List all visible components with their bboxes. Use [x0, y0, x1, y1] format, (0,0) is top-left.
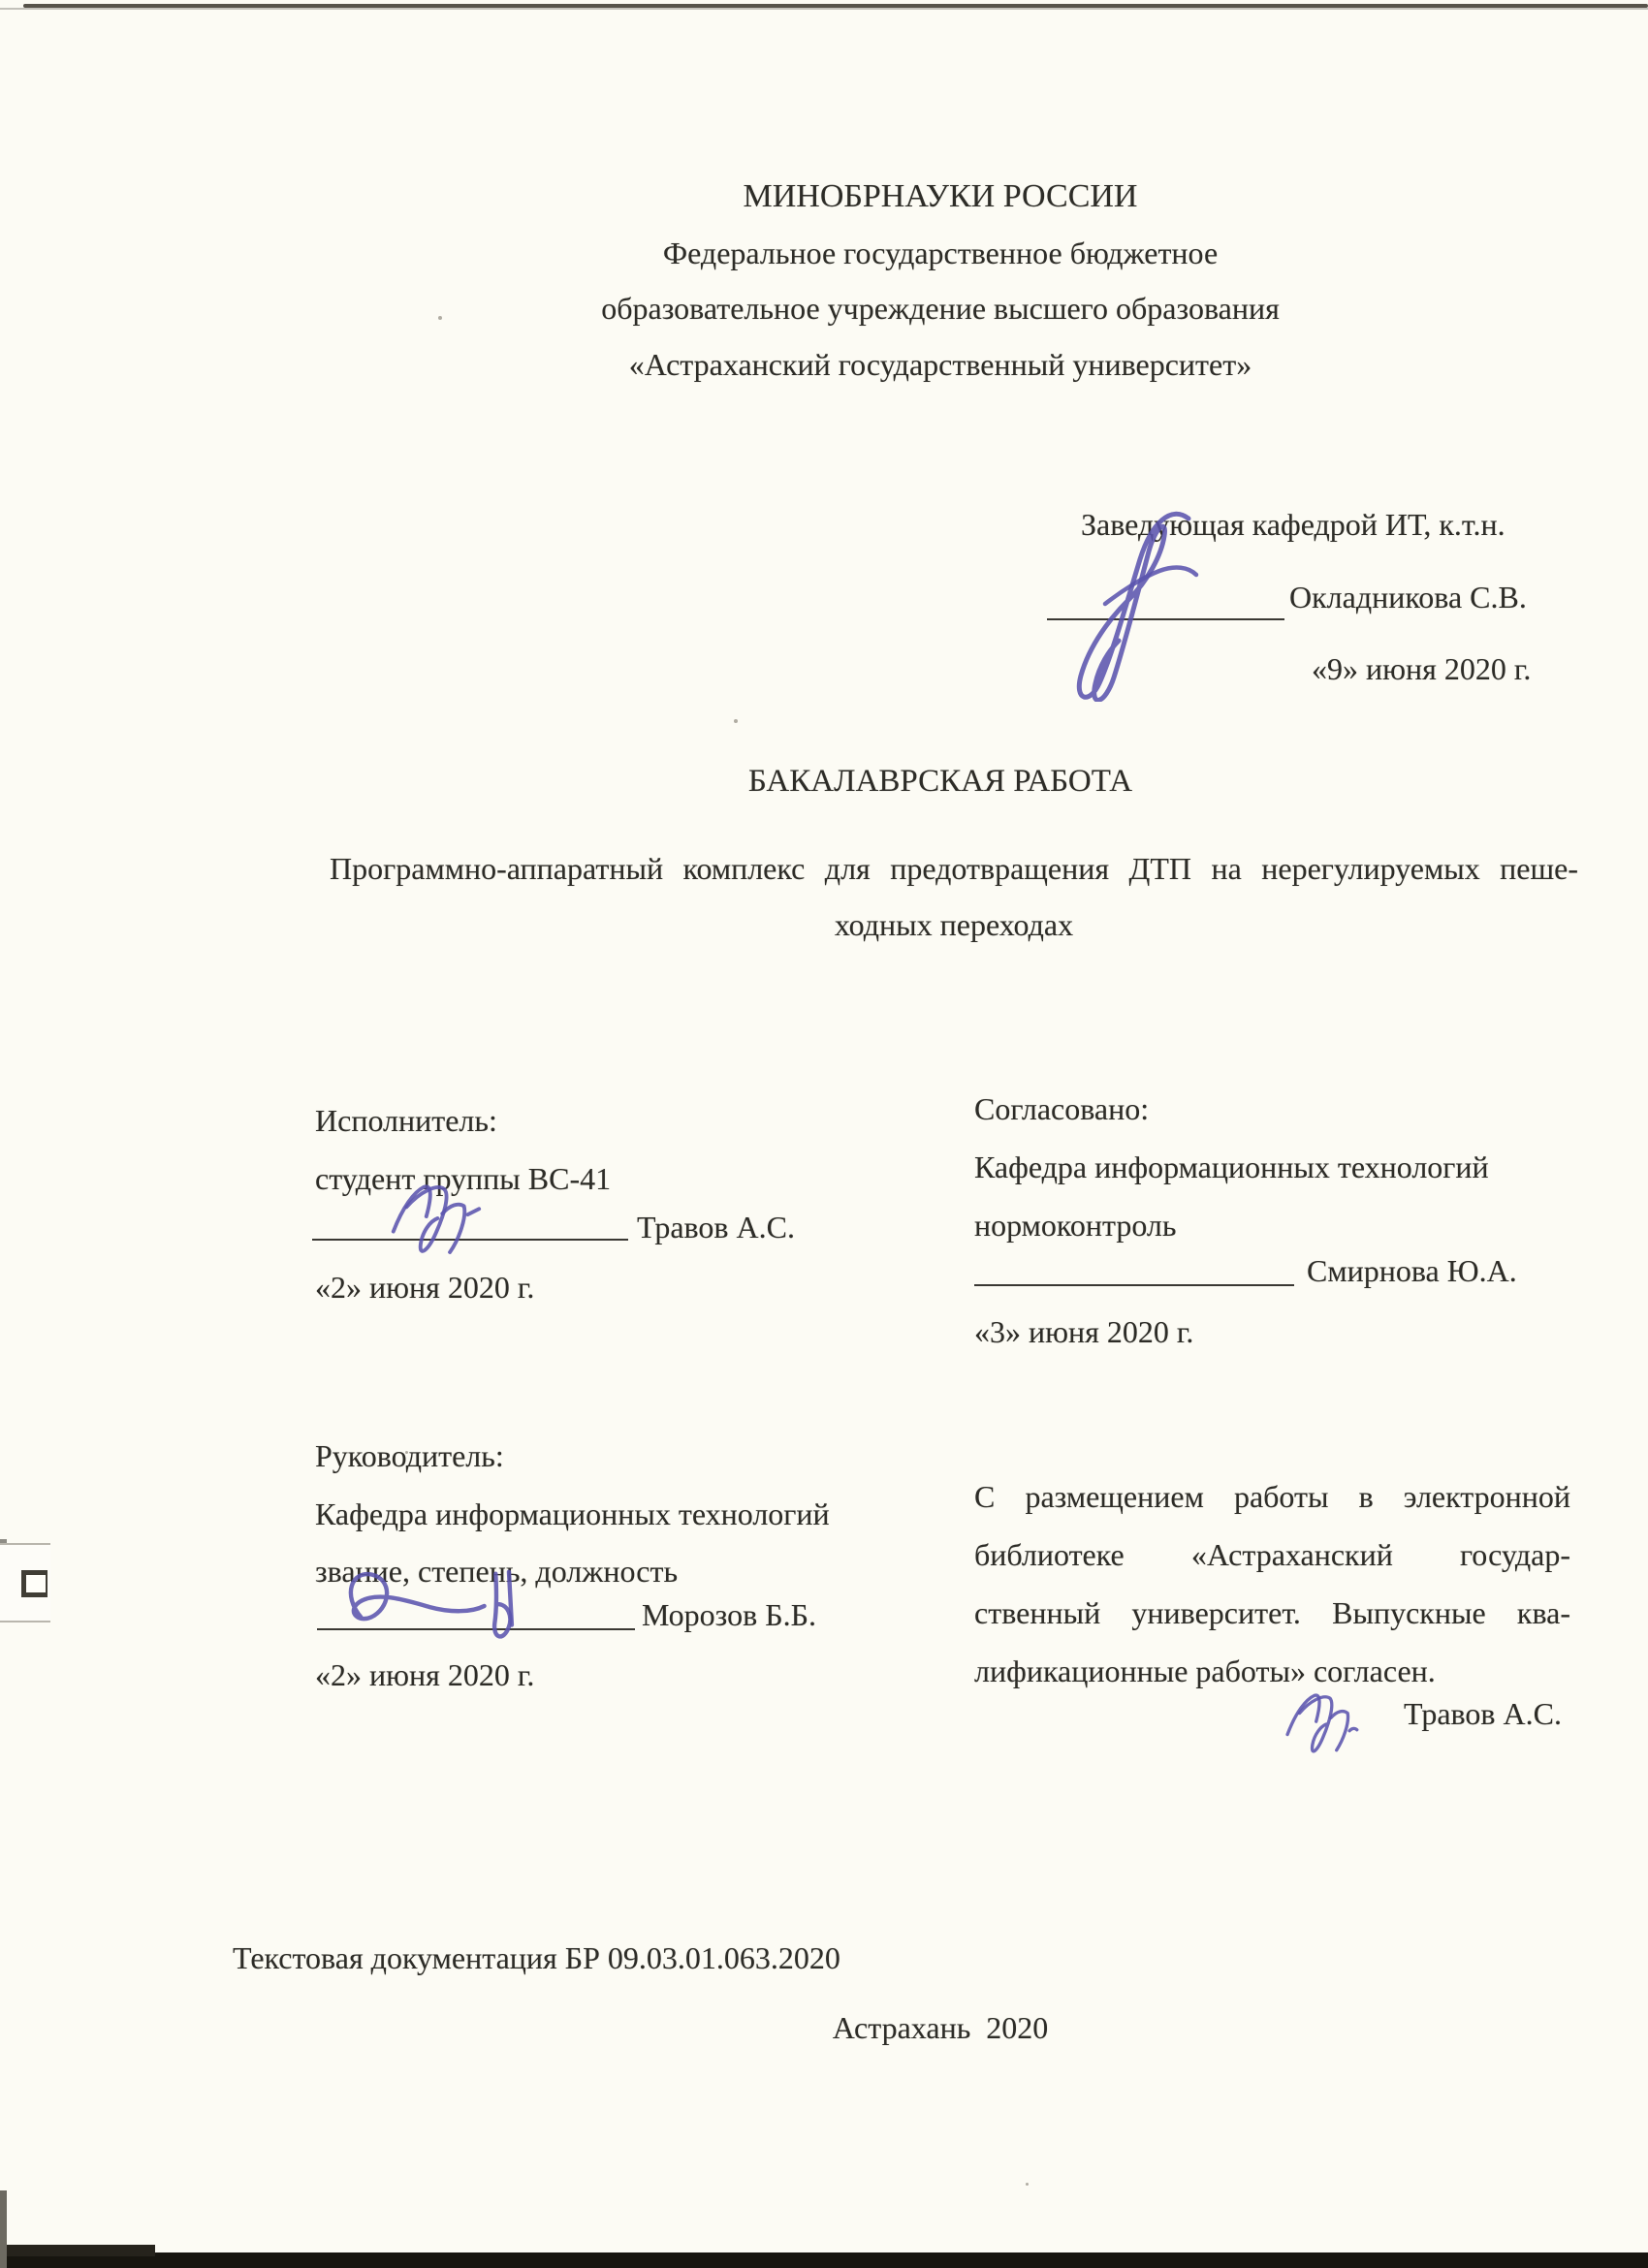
- agreed-name: Смирнова Ю.А.: [1307, 1253, 1517, 1288]
- consent-signature: [1280, 1683, 1361, 1766]
- scan-edge-bottom-step: [0, 2245, 155, 2256]
- consent-line-1: С размещением работы в электронной: [974, 1479, 1570, 1514]
- city-and-year: Астрахань 2020: [832, 2010, 1049, 2045]
- document-code: Текстовая документация БР 09.03.01.063.2020: [233, 1940, 840, 1975]
- scan-edge-bottom-left: [0, 2190, 7, 2268]
- supervisor-date: «2» июня 2020 г.: [315, 1657, 535, 1692]
- executor-group: студент группы ВС-41: [315, 1161, 612, 1196]
- approval-signature: [1055, 496, 1215, 702]
- agreed-department: Кафедра информационных технологий: [974, 1150, 1489, 1184]
- institution-line-1: Федеральное государственное бюджетное: [662, 236, 1219, 270]
- approver-position: Заведующая кафедрой ИТ, к.т.н.: [1081, 507, 1505, 542]
- binder-clip-artifact: [0, 1545, 50, 1621]
- institution-line-2: образовательное учреждение высшего образования: [601, 291, 1280, 326]
- supervisor-heading: Руководитель:: [315, 1438, 504, 1473]
- consent-line-3: ственный университет. Выпускные ква-: [974, 1595, 1570, 1630]
- binder-clip-icon: [21, 1570, 48, 1597]
- approval-date: «9» июня 2020 г.: [1312, 651, 1532, 686]
- executor-name: Травов А.С.: [637, 1210, 795, 1244]
- consent-line-2: библиотеке «Астраханский государ-: [974, 1537, 1570, 1572]
- scan-speck: [734, 719, 738, 723]
- work-title-line-1: Программно-аппаратный комплекс для предотвращения ДТП на нерегулируемых пеше-: [330, 851, 1578, 886]
- executor-date: «2» июня 2020 г.: [315, 1270, 535, 1305]
- agreed-date: «3» июня 2020 г.: [974, 1314, 1194, 1349]
- agreed-heading: Согласовано:: [974, 1091, 1150, 1126]
- ministry-name: МИНОБРНАУКИ РОССИИ: [743, 178, 1138, 214]
- supervisor-department: Кафедра информационных технологий: [315, 1496, 830, 1531]
- agreed-role: нормоконтроль: [974, 1208, 1177, 1243]
- executor-signature: [386, 1171, 485, 1266]
- work-title-line-2: ходных переходах: [834, 907, 1074, 942]
- supervisor-signature: [322, 1562, 566, 1648]
- scan-speck: [1026, 2183, 1029, 2186]
- consent-name: Травов А.С.: [1404, 1696, 1562, 1731]
- work-type: БАКАЛАВРСКАЯ РАБОТА: [747, 764, 1133, 799]
- consent-line-4: лификационные работы» согласен.: [974, 1654, 1436, 1688]
- scan-edge-bottom: [0, 2252, 1648, 2268]
- executor-heading: Исполнитель:: [315, 1103, 497, 1138]
- approver-name: Окладникова С.В.: [1289, 580, 1527, 614]
- supervisor-name: Морозов Б.Б.: [642, 1597, 816, 1632]
- supervisor-role: звание, степень, должность: [315, 1554, 679, 1589]
- agreed-signature-line: [974, 1255, 1294, 1286]
- scan-edge-top-shadow: [0, 8, 1648, 10]
- institution-line-3: «Астраханский государственный университет»: [628, 347, 1252, 382]
